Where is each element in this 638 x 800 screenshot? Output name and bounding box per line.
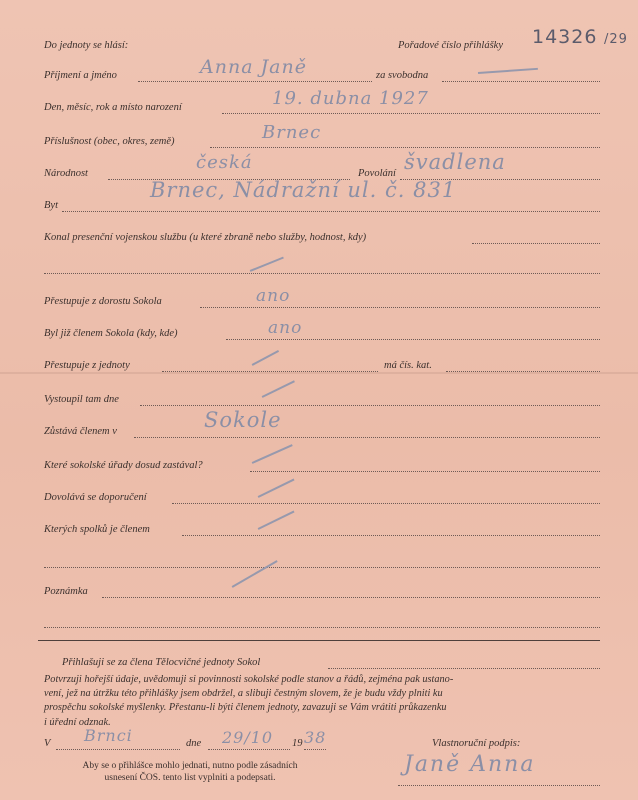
birth-label: Den, měsíc, rok a místo narození <box>44 102 182 113</box>
recommendation-line <box>172 502 600 504</box>
military-dash <box>250 257 284 272</box>
youth-transfer-label: Přestupuje z dorostu Sokola <box>44 296 162 307</box>
left-date-label: Vystoupil tam dne <box>44 394 119 405</box>
clubs-line-1 <box>182 534 600 536</box>
unit-label: Do jednoty se hlásí: <box>44 40 129 51</box>
year-line <box>304 748 326 750</box>
former-member-label: Byl již členem Sokola (kdy, kde) <box>44 328 178 339</box>
remains-member-line <box>134 436 600 438</box>
serial-number-suffix: /29 <box>604 32 628 47</box>
maiden-name-line <box>442 80 600 82</box>
place-label: V <box>44 738 51 749</box>
declaration-heading-line <box>328 667 600 669</box>
paper-fold <box>0 372 638 374</box>
section-divider <box>38 640 600 641</box>
offices-line <box>250 470 600 472</box>
clubs-dash <box>258 511 295 530</box>
name-line <box>138 80 372 82</box>
name-value: Anna Janě <box>200 56 307 78</box>
catalog-number-line <box>446 370 600 372</box>
military-line-1 <box>472 242 600 244</box>
declaration-text <box>44 673 602 730</box>
place-value: Brnci <box>84 726 133 745</box>
note-dash <box>232 560 278 587</box>
serial-number-stamp: 14326 <box>532 26 598 48</box>
former-member-value: ano <box>268 318 303 338</box>
maiden-name-dash <box>478 68 538 74</box>
occupation-value: švadlena <box>404 150 506 174</box>
residence-line <box>62 210 600 212</box>
note-line-1 <box>102 596 600 598</box>
left-date-line <box>140 404 600 406</box>
occupation-label: Povolání <box>358 168 396 179</box>
youth-transfer-line <box>200 306 600 308</box>
military-line-2 <box>44 272 600 274</box>
nationality-label: Národnost <box>44 168 88 179</box>
military-label: Konal presenční vojenskou službu (u které zbraně nebo služby, hodnost, kdy) <box>44 232 367 243</box>
residence-label: Byt <box>44 200 58 211</box>
place-line <box>56 748 180 750</box>
offices-label: Které sokolské úřady dosud zastával? <box>44 460 203 471</box>
year-value: 38 <box>304 728 327 747</box>
clubs-line-2 <box>44 566 600 568</box>
signature-label: Vlastnoruční podpis: <box>432 738 521 749</box>
nationality-value: česká <box>196 152 253 173</box>
unit-transfer-label: Přestupuje z jednoty <box>44 360 130 371</box>
offices-dash <box>252 444 293 463</box>
remains-member-value: Sokole <box>204 408 282 432</box>
serial-number-label: Pořadové číslo přihlášky <box>398 40 503 51</box>
recommendation-dash <box>258 479 295 498</box>
birth-line <box>222 112 600 114</box>
date-label: dne <box>186 738 202 749</box>
footer-note-line-1: Aby se o přihlášce mohlo jednati, nutno podle zásadních <box>82 761 298 771</box>
note-line-2 <box>44 626 600 628</box>
footer-note <box>40 760 340 784</box>
birth-value: 19. dubna 1927 <box>272 88 429 109</box>
declaration-line-3: prospěchu sokolské myšlenky. Přestanu-li býti členem jednoty, zavazuji se Vám vrátiti průkazenku <box>44 702 447 714</box>
clubs-label: Kterých spolků je členem <box>44 524 150 535</box>
left-date-dash <box>262 380 295 397</box>
declaration-line-1: Potvrzuji hořejší údaje, uvědomuji si povinnosti sokolské podle stanov a řádů, zejména pak ustano- <box>44 674 454 685</box>
maiden-name-label: za svobodna <box>376 70 429 81</box>
signature-value: Janě Anna <box>404 752 536 777</box>
declaration-line-2: vení, jež na útržku této přihlášky jsem obdržel, a slibuji čestným slovem, že je budu vždy plniti ku <box>44 688 443 700</box>
catalog-number-label: má čís. kat. <box>384 360 432 371</box>
unit-transfer-line <box>162 370 378 372</box>
residence-value: Brnec, Nádražní ul. č. 831 <box>150 178 457 202</box>
declaration-line-4: i úřední odznak. <box>44 716 111 728</box>
citizenship-value: Brnec <box>262 122 322 143</box>
youth-transfer-value: ano <box>256 286 291 306</box>
declaration-heading: Přihlašuji se za člena Tělocvičné jednoty Sokol <box>62 657 261 668</box>
signature-line <box>398 784 600 786</box>
note-label: Poznámka <box>44 586 88 597</box>
year-prefix: 19 <box>292 738 303 749</box>
recommendation-label: Dovolává se doporučení <box>44 492 147 503</box>
name-label: Příjmení a jméno <box>44 70 117 81</box>
unit-transfer-dash <box>252 350 279 365</box>
date-line <box>208 748 290 750</box>
remains-member-label: Zůstává členem v <box>44 426 117 437</box>
former-member-line <box>226 338 600 340</box>
date-value: 29/10 <box>222 728 274 747</box>
footer-note-line-2: usnesení ČOS. tento list vyplniti a podepsati. <box>104 773 276 783</box>
citizenship-label: Příslušnost (obec, okres, země) <box>44 136 175 147</box>
citizenship-line <box>210 146 600 148</box>
